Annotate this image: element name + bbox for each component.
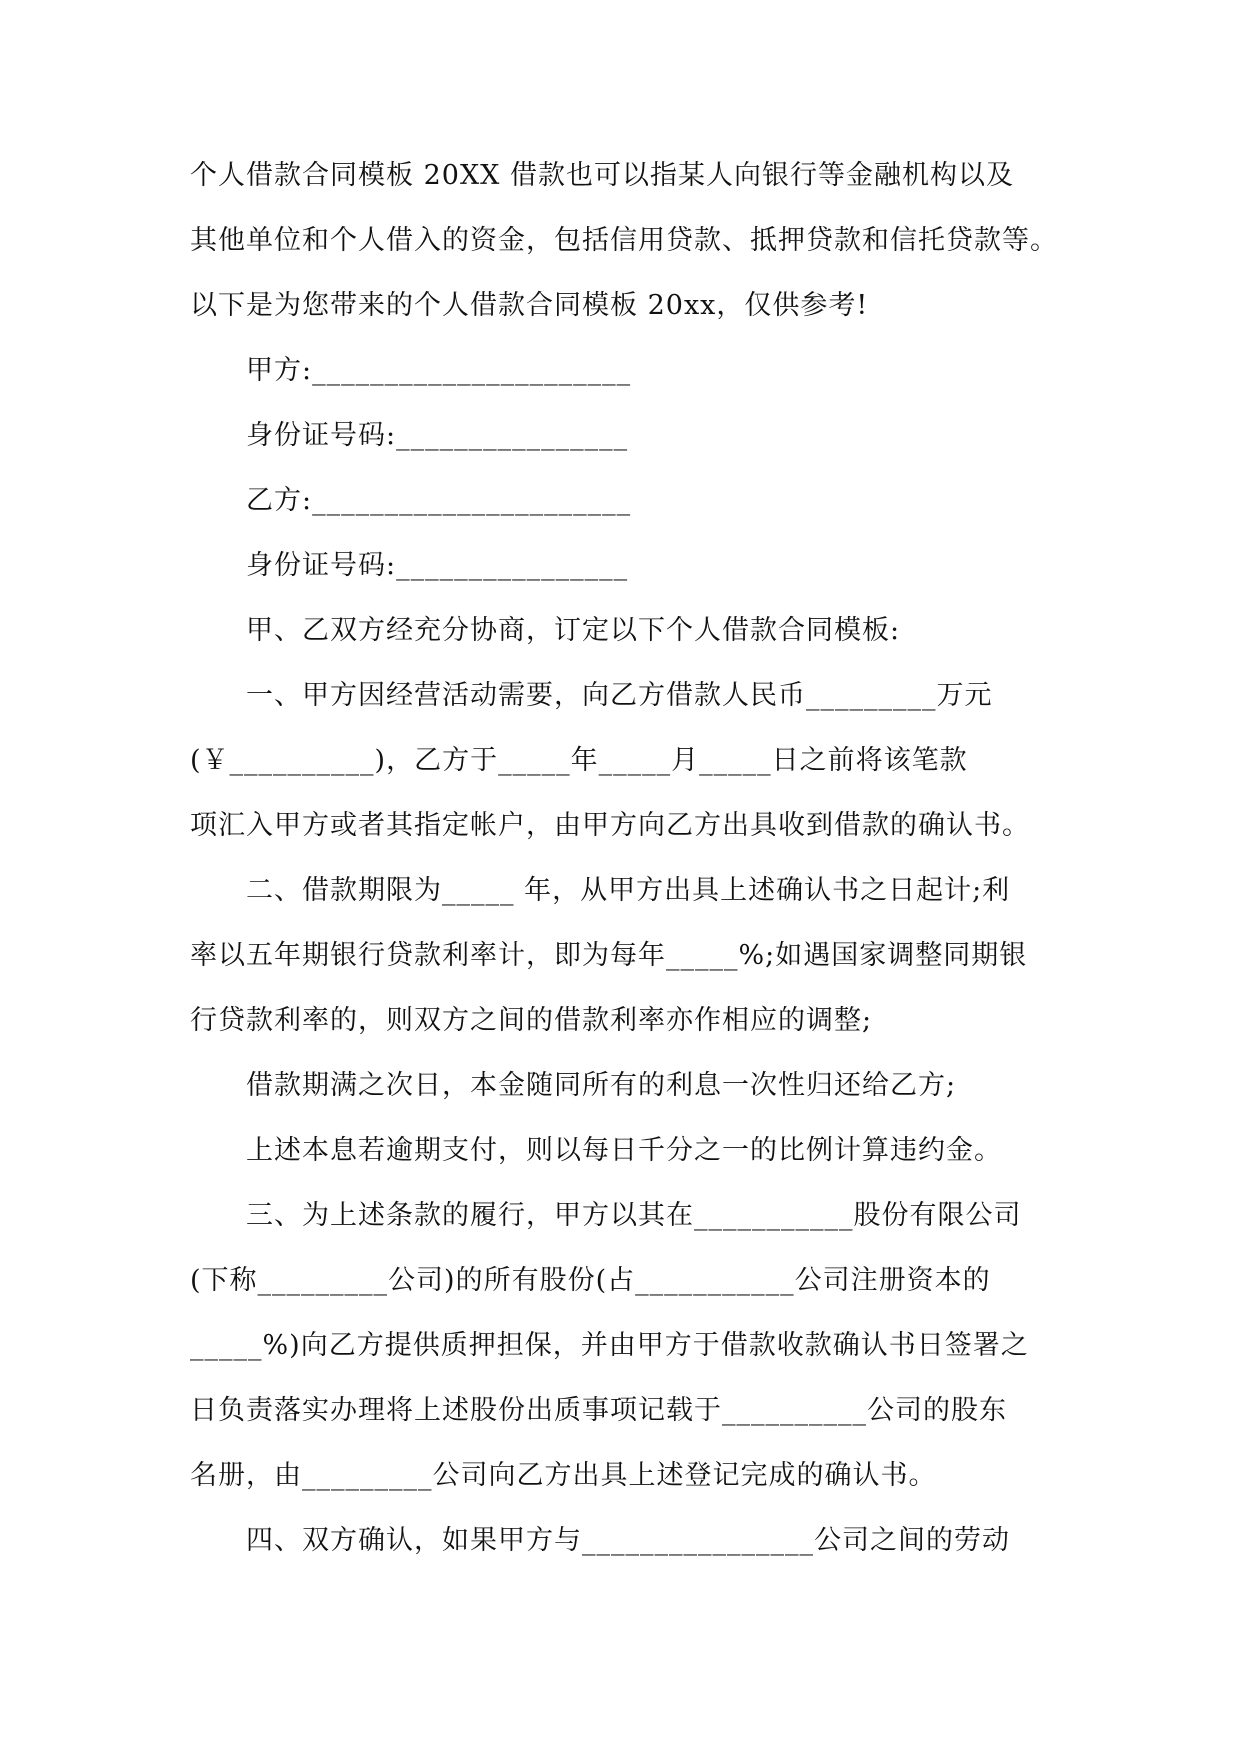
- clause-3-line-4: 日负责落实办理将上述股份出质事项记载于__________公司的股东: [190, 1395, 1007, 1426]
- party-a-id-field: 身份证号码:________________: [246, 420, 629, 451]
- clause-4-line-1: 四、双方确认，如果甲方与________________公司之间的劳动: [246, 1525, 1010, 1556]
- penalty-line: 上述本息若逾期支付，则以每日千分之一的比例计算违约金。: [246, 1135, 1002, 1166]
- contract-text: [190, 156, 1070, 1586]
- clause-2-line-2: 率以五年期银行贷款利率计，即为每年_____%;如遇国家调整同期银: [190, 940, 1028, 971]
- party-b-id-field: 身份证号码:________________: [246, 550, 629, 581]
- agreement-intro: 甲、乙双方经充分协商，订定以下个人借款合同模板:: [246, 615, 901, 646]
- clause-2-line-3: 行贷款利率的，则双方之间的借款利率亦作相应的调整;: [190, 1005, 873, 1036]
- clause-1-line-3: 项汇入甲方或者其指定帐户，由甲方向乙方出具收到借款的确认书。: [190, 810, 1030, 841]
- clause-3-line-3: _____%)向乙方提供质押担保，并由甲方于借款收款确认书日签署之: [190, 1330, 1029, 1361]
- clause-3-line-5: 名册，由_________公司向乙方出具上述登记完成的确认书。: [190, 1460, 937, 1491]
- clause-1-line-1: 一、甲方因经营活动需要，向乙方借款人民币_________万元: [246, 680, 993, 711]
- clause-1-line-2: (￥__________)，乙方于_____年_____月_____日之前将该笔款: [190, 745, 968, 776]
- party-b-field: 乙方:______________________: [246, 485, 632, 516]
- repayment-line: 借款期满之次日，本金随同所有的利息一次性归还给乙方;: [246, 1070, 957, 1101]
- clause-3-line-2: (下称_________公司)的所有股份(占___________公司注册资本的: [190, 1265, 991, 1296]
- clause-2-line-1: 二、借款期限为_____ 年，从甲方出具上述确认书之日起计;利: [246, 875, 1011, 906]
- text-line-2: 其他单位和个人借入的资金，包括信用贷款、抵押贷款和信托贷款等。: [190, 225, 1058, 256]
- text-line-1: 个人借款合同模板 20XX 借款也可以指某人向银行等金融机构以及: [190, 160, 1014, 191]
- clause-3-line-1: 三、为上述条款的履行，甲方以其在___________股份有限公司: [246, 1200, 1022, 1231]
- text-line-3: 以下是为您带来的个人借款合同模板 20xx，仅供参考!: [190, 290, 869, 321]
- party-a-field: 甲方:______________________: [246, 355, 632, 386]
